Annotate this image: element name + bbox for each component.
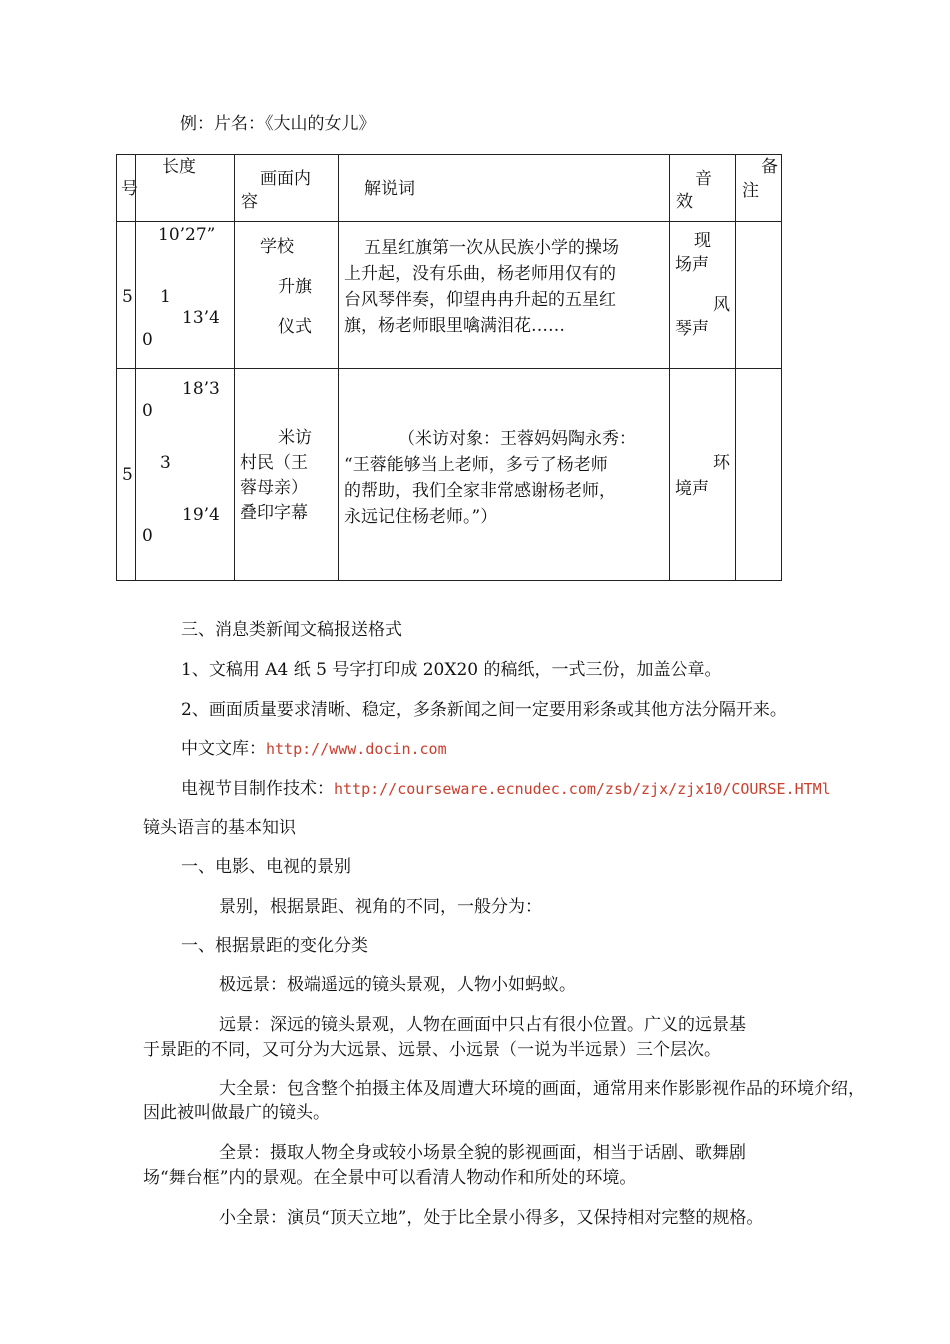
row2-narration: 永远记住杨老师。”）	[344, 507, 498, 527]
row1-time: 1	[160, 287, 171, 307]
row1-sound: 风	[713, 295, 730, 315]
row1-picture: 升旗	[278, 277, 312, 297]
row2-time: 0	[142, 526, 153, 546]
shot-table	[116, 154, 782, 581]
para-full-shot: 全景：摄取人物全身或较小场景全貌的影视画面，相当于话剧、歌舞剧	[219, 1143, 746, 1163]
header-sound-line2: 效	[676, 192, 693, 212]
row2-narration: 的帮助，我们全家非常感谢杨老师，	[344, 481, 616, 501]
row1-narration: 旗，杨老师眼里噙满泪花……	[344, 316, 565, 336]
row2-sound: 境声	[675, 479, 709, 499]
item-2: 2、画面质量要求清晰、稳定，多条新闻之间一定要用彩条或其他方法分隔开来。	[181, 700, 787, 720]
row2-picture: 叠印字幕	[240, 503, 308, 523]
item-1: 1、文稿用 A4 纸 5 号字打印成 20X20 的稿纸，一式三份，加盖公章。	[181, 660, 722, 680]
row2-narration: “王蓉能够当上老师，多亏了杨老师	[344, 455, 608, 475]
row1-picture: 学校	[260, 237, 294, 257]
intro-paragraph: 景别，根据景距、视角的不同，一般分为：	[219, 897, 542, 917]
section3-title: 三、消息类新闻文稿报送格式	[181, 620, 402, 640]
para-full-shot: 场“舞台框”内的景观。在全景中可以看清人物动作和所处的环境。	[143, 1168, 637, 1188]
row1-time: 10’27”	[158, 225, 216, 245]
row1-picture: 仪式	[278, 317, 312, 337]
link1-label: 中文文库：	[181, 739, 266, 759]
row2-time: 0	[142, 401, 153, 421]
subheading-distance: 一、根据景距的变化分类	[181, 936, 368, 956]
para-extreme-long-shot: 极远景：极端遥远的镜头景观，人物小如蚂蚁。	[219, 975, 576, 995]
header-sound-line1: 音	[695, 169, 712, 189]
courseware-link[interactable]: http://courseware.ecnudec.com/zsb/zjx/zjx10/COURSE.HTMl	[334, 780, 831, 798]
para-extreme-wide: 因此被叫做最广的镜头。	[143, 1103, 330, 1123]
link2-label: 电视节目制作技术：	[181, 779, 334, 799]
link-line-2	[181, 779, 831, 799]
header-num: 号	[121, 179, 138, 199]
example-title: 例：片名：《大山的女儿》	[180, 114, 376, 134]
header-length: 长度	[162, 157, 196, 177]
row2-picture: 米访	[278, 428, 312, 448]
para-small-full-shot: 小全景：演员“顶天立地”，处于比全景小得多，又保持相对完整的规格。	[219, 1208, 764, 1228]
row2-narration: （米访对象：王蓉妈妈陶永秀：	[398, 429, 636, 449]
row2-num: 5	[122, 465, 133, 485]
para-extreme-wide: 大全景：包含整个拍摄主体及周遭大环境的画面，通常用来作影影视作品的环境介绍，	[219, 1079, 865, 1099]
row2-picture: 村民（王	[240, 453, 308, 473]
row2-time: 3	[160, 453, 171, 473]
subheading-shot-scale: 一、电影、电视的景别	[181, 857, 351, 877]
row1-sound: 琴声	[675, 319, 709, 339]
heading-lens-language: 镜头语言的基本知识	[143, 818, 296, 838]
row2-sound: 环	[713, 453, 730, 473]
header-note-line1: 备	[761, 157, 778, 177]
link-line-1	[181, 739, 447, 759]
header-picture-line1: 画面内	[260, 169, 311, 189]
row1-sound: 现	[694, 231, 711, 251]
para-long-shot: 于景距的不同，又可分为大远景、远景、小远景（一说为半远景）三个层次。	[143, 1040, 721, 1060]
docin-link[interactable]: http://www.docin.com	[266, 740, 447, 758]
row2-picture: 蓉母亲）	[240, 478, 308, 498]
row1-narration: 五星红旗第一次从民族小学的操场	[364, 238, 619, 258]
row1-num: 5	[122, 287, 133, 307]
row2-time: 18’3	[182, 379, 220, 399]
row1-narration: 上升起，没有乐曲，杨老师用仅有的	[344, 264, 616, 284]
header-picture-line2: 容	[241, 192, 258, 212]
row1-time: 0	[142, 330, 153, 350]
row1-narration: 台风琴伴奏，仰望冉冉升起的五星红	[344, 290, 616, 310]
row1-time: 13’4	[182, 308, 220, 328]
para-long-shot: 远景：深远的镜头景观，人物在画面中只占有很小位置。广义的远景基	[219, 1015, 746, 1035]
row2-time: 19’4	[182, 505, 220, 525]
header-narration: 解说词	[364, 179, 415, 199]
row1-sound: 场声	[675, 255, 709, 275]
header-note-line2: 注	[742, 181, 759, 201]
